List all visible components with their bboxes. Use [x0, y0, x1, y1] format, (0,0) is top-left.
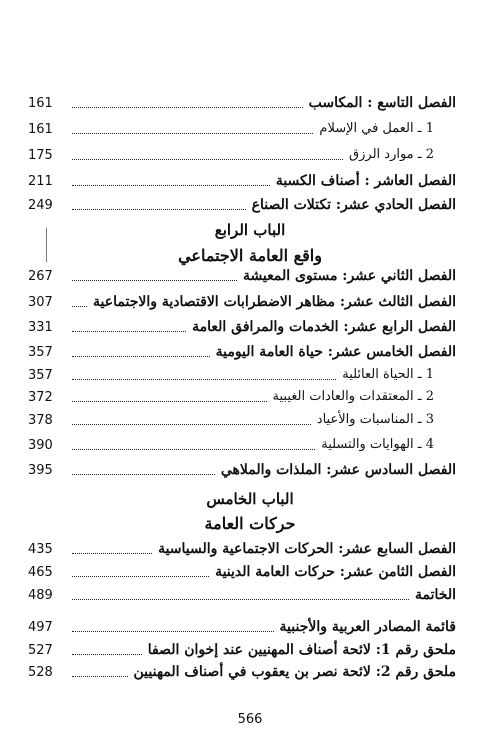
toc-entry-title: الخاتمة: [415, 587, 456, 603]
part-4-title: واقع العامة الاجتماعي: [178, 246, 322, 265]
toc-entry-page: 372: [28, 389, 53, 405]
toc-entry-title: الفصل الثاني عشر: مستوى المعيشة: [242, 268, 456, 284]
dot-leader: [72, 553, 152, 554]
toc-entry-title: الفصل الثامن عشر: حركات العامة الدينية: [215, 564, 456, 580]
dot-leader: [72, 474, 215, 475]
part-4-label: الباب الرابع: [214, 221, 286, 239]
toc-entry-title: الفصل الرابع عشر: الخدمات والمرافق العامة: [192, 319, 456, 335]
dot-leader: [72, 133, 313, 134]
dot-leader: [72, 159, 343, 160]
part-5-title: حركات العامة: [204, 514, 296, 533]
toc-entry-page: 497: [28, 619, 53, 635]
toc-entry-page: 465: [28, 564, 53, 580]
toc-entry: [28, 144, 456, 166]
toc-entry-title: ملحق رقم 2: لائحة نصر بن يعقوب في أصناف المهنيين: [133, 664, 456, 680]
dot-leader: [72, 401, 267, 402]
toc-entry-page: 161: [28, 121, 53, 137]
dot-leader: [72, 424, 311, 425]
page-number: 566: [237, 712, 263, 727]
toc-entry: [28, 639, 456, 661]
toc-entry-title: الفصل الثالث عشر: مظاهر الاضطرابات الاقتصادية والاجتماعية: [93, 294, 456, 310]
toc-entry: [28, 538, 456, 560]
toc-entry-title: ملحق رقم 1: لائحة أصناف المهنيين عند إخوان الصفا: [147, 642, 456, 658]
toc-entry: [28, 194, 456, 216]
toc-entry-title: الفصل الحادي عشر: تكتلات الصناع: [251, 197, 456, 213]
dot-leader: [72, 331, 186, 332]
dot-leader: [72, 599, 409, 600]
toc-entry: [28, 459, 456, 481]
toc-entry: [28, 92, 456, 114]
part-5-label: الباب الخامس: [206, 490, 294, 508]
toc-entry-title: الفصل العاشر : أصناف الكسبة: [275, 173, 456, 189]
toc-entry-page: 249: [28, 197, 53, 213]
toc-entry-title: قائمة المصادر العربية والأجنبية: [279, 619, 456, 635]
dot-leader: [72, 356, 210, 357]
toc-entry-title: 2 ـ موارد الرزق: [349, 147, 434, 162]
toc-entry: [28, 561, 456, 583]
toc-entry: [28, 584, 456, 606]
dot-leader: [72, 576, 209, 577]
toc-entry: [28, 316, 456, 338]
toc-entry-page: 378: [28, 412, 53, 428]
toc-entry-title: 4 ـ الهوايات والتسلية: [321, 437, 434, 452]
dot-leader: [72, 631, 274, 632]
toc-entry-title: 1 ـ الحياة العائلية: [342, 367, 434, 382]
dot-leader: [72, 107, 303, 108]
dot-leader: [72, 306, 87, 307]
toc-entry: [28, 434, 456, 456]
toc-entry: [28, 409, 456, 431]
dot-leader: [72, 676, 128, 677]
toc-entry-title: 1 ـ العمل في الإسلام: [319, 121, 434, 136]
toc-entry-page: 527: [28, 642, 53, 658]
toc-entry: [28, 170, 456, 192]
toc-entry-page: 357: [28, 344, 53, 360]
toc-entry-title: الفصل التاسع : المكاسب: [308, 95, 456, 111]
dot-leader: [72, 280, 237, 281]
toc-entry-page: 435: [28, 541, 53, 557]
toc-entry-page: 395: [28, 462, 53, 478]
toc-entry-page: 489: [28, 587, 53, 603]
toc-entry: [28, 661, 456, 683]
toc-entry-page: 267: [28, 268, 53, 284]
dot-leader: [72, 379, 336, 380]
toc-entry-title: الفصل الخامس عشر: حياة العامة اليومية: [215, 344, 456, 360]
toc-entry: [28, 291, 456, 313]
toc-entry-title: الفصل السادس عشر: الملذات والملاهي: [220, 462, 456, 478]
toc-entry-page: 211: [28, 173, 53, 189]
toc-entry-title: 3 ـ المناسبات والأعياد: [316, 412, 434, 427]
toc-entry-page: 331: [28, 319, 53, 335]
toc-entry: [28, 364, 456, 386]
toc-entry: [28, 265, 456, 287]
toc-entry-title: الفصل السابع عشر: الحركات الاجتماعية والسياسية: [158, 541, 456, 557]
toc-entry-page: 307: [28, 294, 53, 310]
dot-leader: [72, 185, 270, 186]
toc-entry-page: 161: [28, 95, 53, 111]
dot-leader: [72, 449, 315, 450]
toc-entry-title: 2 ـ المعتقدات والعادات الغيبية: [272, 389, 434, 404]
toc-entry: [28, 616, 456, 638]
toc-entry-page: 528: [28, 664, 53, 680]
dot-leader: [72, 209, 246, 210]
toc-entry: [28, 386, 456, 408]
margin-line: [46, 228, 47, 262]
toc-entry-page: 390: [28, 437, 53, 453]
dot-leader: [72, 654, 142, 655]
toc-entry-page: 175: [28, 147, 53, 163]
toc-entry-page: 357: [28, 367, 53, 383]
toc-entry: [28, 341, 456, 363]
toc-entry: [28, 118, 456, 140]
